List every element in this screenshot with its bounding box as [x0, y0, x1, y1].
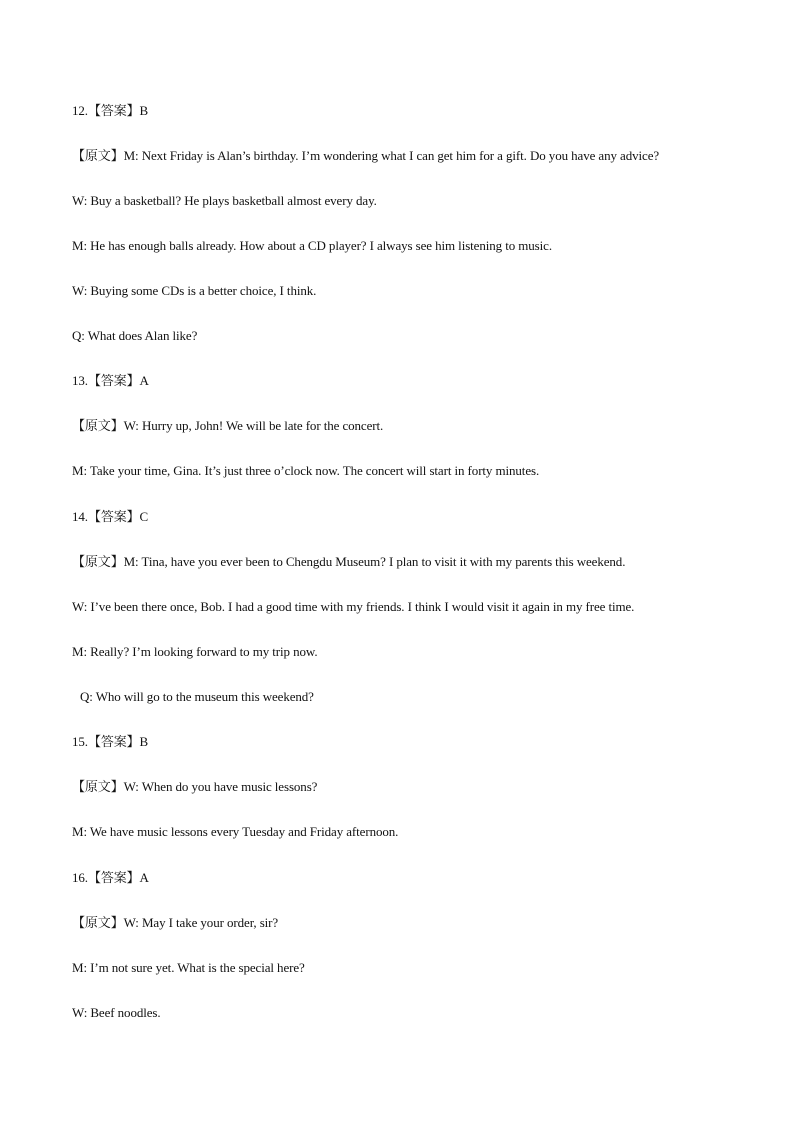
answer-13-heading: 13.【答案】A: [72, 373, 149, 388]
transcript-13-line-2: M: Take your time, Gina. It’s just three o’clock now. The concert will start in forty minutes.: [72, 463, 540, 478]
answer-14-heading: 14.【答案】C: [72, 509, 149, 524]
transcript-16-line-1: 【原文】W: May I take your order, sir?: [72, 915, 279, 930]
transcript-16-line-2: M: I’m not sure yet. What is the special here?: [72, 960, 305, 975]
transcript-12-line-3: M: He has enough balls already. How about a CD player? I always see him listening to music.: [72, 238, 552, 253]
transcript-12-line-2: W: Buy a basketball? He plays basketball almost every day.: [72, 193, 377, 208]
answer-16-heading: 16.【答案】A: [72, 870, 149, 885]
answer-12-heading: 12.【答案】B: [72, 103, 149, 118]
transcript-14-line-2: W: I’ve been there once, Bob. I had a good time with my friends. I think I would visit it again in my free time.: [72, 599, 635, 614]
answer-15-heading: 15.【答案】B: [72, 734, 149, 749]
transcript-15-line-1: 【原文】W: When do you have music lessons?: [72, 779, 318, 794]
transcript-15-line-2: M: We have music lessons every Tuesday and Friday afternoon.: [72, 824, 399, 839]
transcript-14-line-1: 【原文】M: Tina, have you ever been to Chengdu Museum? I plan to visit it with my parents this weekend.: [72, 554, 626, 569]
transcript-13-line-1: 【原文】W: Hurry up, John! We will be late for the concert.: [72, 418, 384, 433]
transcript-12-line-1: 【原文】M: Next Friday is Alan’s birthday. I’m wondering what I can get him for a gift. Do you have any advice?: [72, 148, 660, 163]
transcript-14-question: Q: Who will go to the museum this weekend?: [80, 689, 314, 704]
transcript-16-line-3: W: Beef noodles.: [72, 1005, 161, 1020]
transcript-12-line-4: W: Buying some CDs is a better choice, I think.: [72, 283, 317, 298]
transcript-14-line-3: M: Really? I’m looking forward to my trip now.: [72, 644, 318, 659]
transcript-12-question: Q: What does Alan like?: [72, 328, 198, 343]
